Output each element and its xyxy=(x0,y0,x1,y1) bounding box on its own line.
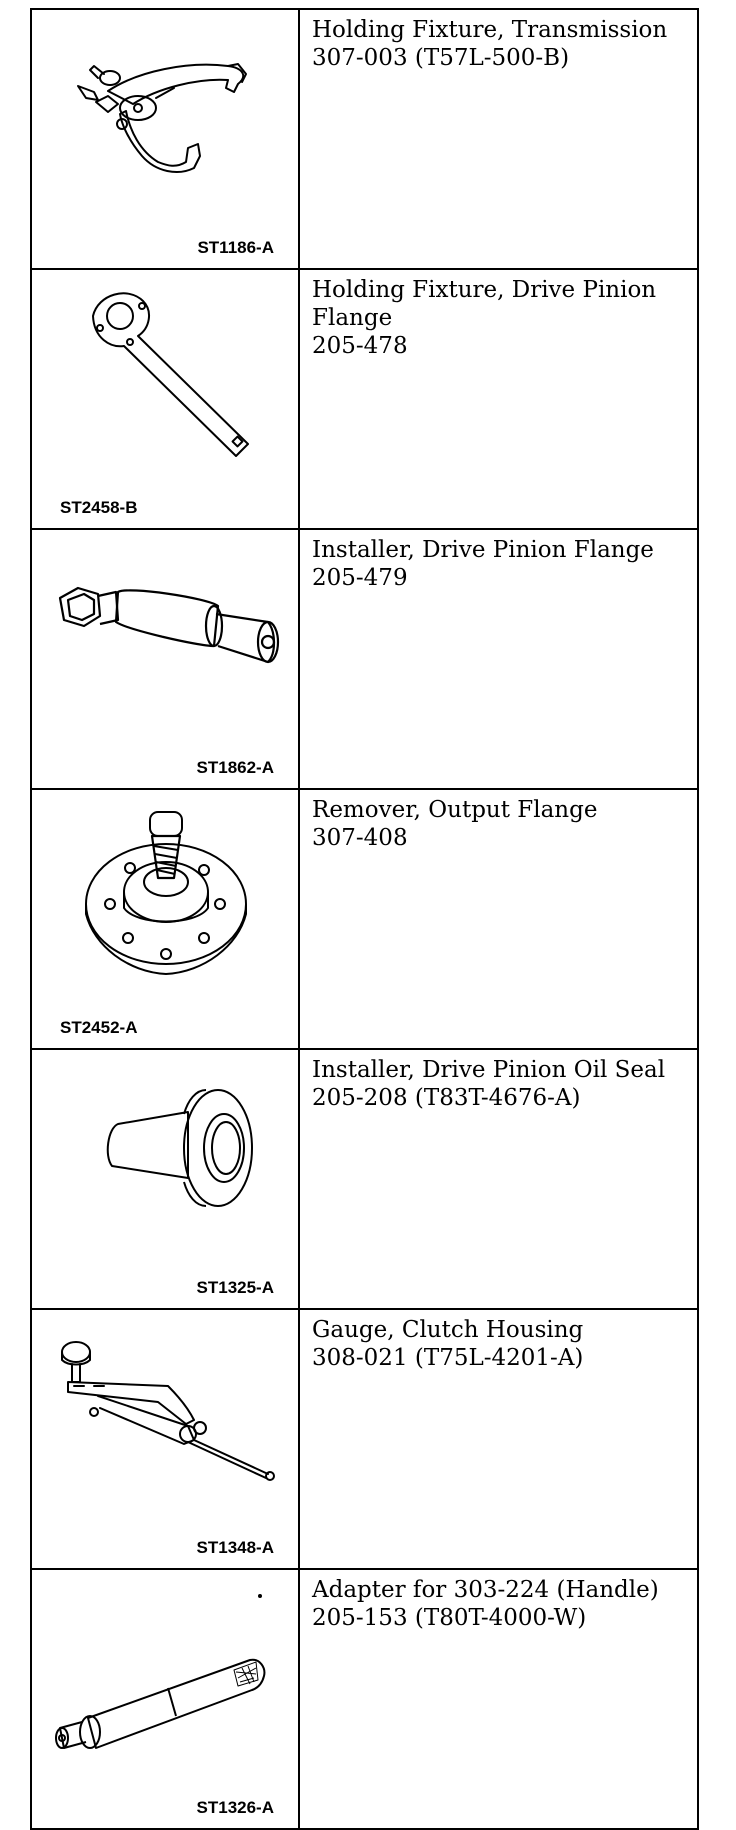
tool-number: 307-408 xyxy=(312,825,408,851)
table-row xyxy=(31,9,698,269)
tool-description-cell xyxy=(299,9,698,269)
clutch-housing-gauge-icon xyxy=(38,1316,292,1506)
handle-adapter-icon xyxy=(38,1576,292,1766)
tool-number: 307-003 (T57L-500-B) xyxy=(312,45,570,71)
tool-image-cell xyxy=(31,269,299,529)
tool-name: Holding Fixture, Drive Pinion xyxy=(312,277,657,303)
pinion-flange-holding-fixture-icon xyxy=(38,276,292,466)
tool-number: 308-021 (T75L-4201-A) xyxy=(312,1345,584,1371)
tool-number: 205-478 xyxy=(312,333,408,359)
output-flange-remover-icon xyxy=(38,796,292,986)
table-row xyxy=(31,269,698,529)
oil-seal-installer-icon xyxy=(38,1056,292,1246)
tool-name: Gauge, Clutch Housing xyxy=(312,1317,584,1343)
tool-image-cell xyxy=(31,789,299,1049)
tool-description-cell xyxy=(299,269,698,529)
tool-number: 205-153 (T80T-4000-W) xyxy=(312,1605,587,1631)
tool-code: ST1325-A xyxy=(196,1278,274,1297)
tool-image-cell xyxy=(31,9,299,269)
tool-name: Remover, Output Flange xyxy=(312,797,598,823)
tool-image-cell xyxy=(31,529,299,789)
tool-description-cell xyxy=(299,529,698,789)
tool-name: Installer, Drive Pinion Oil Seal xyxy=(312,1057,666,1083)
table-row xyxy=(31,789,698,1049)
tool-number: 205-208 (T83T-4676-A) xyxy=(312,1085,581,1111)
tool-description-cell xyxy=(299,789,698,1049)
tool-name-continued: Flange xyxy=(312,305,393,331)
tool-code: ST1186-A xyxy=(197,238,274,257)
tool-code: ST2452-A xyxy=(60,1018,138,1037)
tool-code: ST1326-A xyxy=(196,1798,274,1817)
tool-description-cell xyxy=(299,1309,698,1569)
tool-code: ST1348-A xyxy=(196,1538,274,1557)
table-row xyxy=(31,529,698,789)
table-row xyxy=(31,1309,698,1569)
tool-description-cell xyxy=(299,1569,698,1829)
tool-image-cell xyxy=(31,1569,299,1829)
tool-name: Installer, Drive Pinion Flange xyxy=(312,537,654,563)
special-tools-table xyxy=(30,8,699,1830)
tool-image-cell xyxy=(31,1309,299,1569)
tool-code: ST2458-B xyxy=(60,498,138,517)
tool-name: Holding Fixture, Transmission xyxy=(312,17,668,43)
tool-image-cell xyxy=(31,1049,299,1309)
tool-code: ST1862-A xyxy=(196,758,274,777)
tool-number: 205-479 xyxy=(312,565,408,591)
tool-name: Adapter for 303-224 (Handle) xyxy=(312,1577,659,1603)
pinion-flange-installer-icon xyxy=(38,536,292,726)
table-row xyxy=(31,1049,698,1309)
table-row xyxy=(31,1569,698,1829)
tool-description-cell xyxy=(299,1049,698,1309)
transmission-holding-fixture-icon xyxy=(38,16,292,206)
